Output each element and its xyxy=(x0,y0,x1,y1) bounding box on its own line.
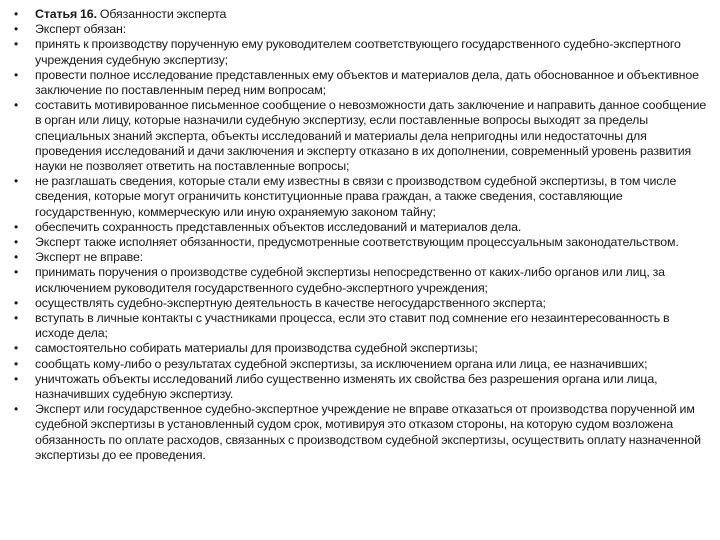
list-item: • принять к производству порученную ему руководителем соответствующего государственного судебно-экспертного учреждения судебную экспертизу; xyxy=(14,37,710,67)
list-item: • обеспечить сохранность представленных объектов исследований и материалов дела. xyxy=(14,220,710,235)
list-item: • вступать в личные контакты с участниками процесса, если это ставит под сомнение его незаинтересованность в исходе дела; xyxy=(14,311,710,341)
list-item: • Эксперт также исполняет обязанности, предусмотренные соответствующим процессуальным законодательством. xyxy=(14,235,710,250)
list-item: • Эксперт обязан: xyxy=(14,22,710,37)
list-item: • Эксперт не вправе: xyxy=(14,250,710,265)
article-title: Обязанности эксперта xyxy=(99,7,227,21)
list-item: • осуществлять судебно-экспертную деятельность в качестве негосударственного эксперта; xyxy=(14,296,710,311)
list-item: • принимать поручения о производстве судебной экспертизы непосредственно от каких-либо органов или лиц, за исключением руководителя государственного судебно-экспертного учреждения; xyxy=(14,265,710,295)
list-item: • Эксперт или государственное судебно-экспертное учреждение не вправе отказаться от производства порученной им судебной экспертизы в установленный судом срок, мотивируя это отказом стороны, на которую судом возложена обязанность по оплате расходов, связанных с производством судебной экспертизы, осуществить оплату назначенной экспертизы до ее проведения. xyxy=(14,402,710,463)
list-item: • составить мотивированное письменное сообщение о невозможности дать заключение и направить данное сообщение в орган или лицу, которые назначили судебную экспертизу, если поставленные вопросы выходят за пределы специальных знаний эксперта, объекты исследований и материалы дела непригодны или недостаточны для проведения исследований и дачи заключения и эксперту отказано в их дополнении, современный уровень развития науки не позволяет ответить на поставленные вопросы; xyxy=(14,98,710,174)
article-number: Статья 16. xyxy=(35,7,97,21)
list-item: • не разглашать сведения, которые стали ему известны в связи с производством судебной экспертизы, в том числе сведения, которые могут ограничить конституционные права граждан, а также сведения, составляющие государственную, коммерческую или иную охраняемую законом тайну; xyxy=(14,174,710,220)
list-item: • уничтожать объекты исследований либо существенно изменять их свойства без разрешения органа или лица, назначивших судебную экспертизу. xyxy=(14,372,710,402)
bullet-list xyxy=(14,7,710,463)
list-item: • сообщать кому-либо о результатах судебной экспертизы, за исключением органа или лица, ее назначивших; xyxy=(14,357,710,372)
article-heading xyxy=(14,7,710,22)
list-item: • провести полное исследование представленных ему объектов и материалов дела, дать обоснованное и объективное заключение по поставленным перед ним вопросам; xyxy=(14,68,710,98)
list-item: • самостоятельно собирать материалы для производства судебной экспертизы; xyxy=(14,341,710,356)
